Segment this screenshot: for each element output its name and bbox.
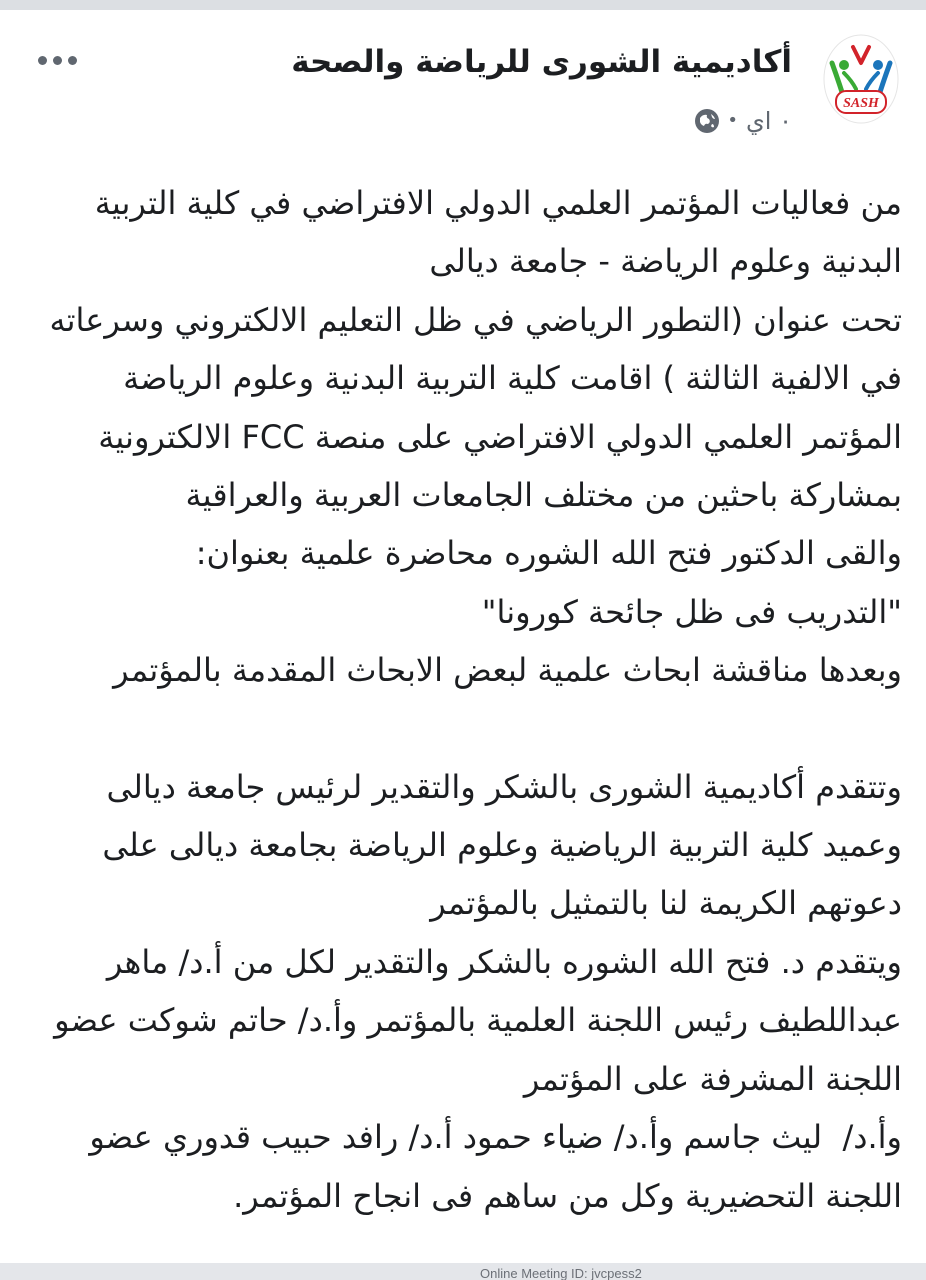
ellipsis-icon-dot <box>53 56 62 65</box>
page-name-link[interactable]: أكاديمية الشورى للرياضة والصحة <box>291 44 792 80</box>
post-paragraph: من فعاليات المؤتمر العلمي الدولي الافتراضي في كلية التربية البدنية وعلوم الرياضة - جامعة ديالى <box>84 184 902 281</box>
post-text <box>24 174 902 1225</box>
post-paragraph: "التدريب فى ظل جائحة كورونا" <box>481 592 902 631</box>
more-options-button[interactable] <box>38 48 82 72</box>
top-separator <box>0 0 926 10</box>
post-paragraph: وتتقدم أكاديمية الشورى بالشكر والتقدير لرئيس جامعة ديالى وعميد كلية التربية الرياضية وعلوم الرياضة بجامعة ديالى على دعوتهم الكريمة لنا بالتمثيل بالمؤتمر <box>92 767 902 923</box>
bottom-separator <box>0 1263 926 1280</box>
ellipsis-icon-dot <box>38 56 47 65</box>
globe-icon[interactable] <box>695 109 719 133</box>
ellipsis-icon-dot <box>68 56 77 65</box>
logo-text: SASH <box>843 96 879 111</box>
post-paragraph: وأ.د/ ليث جاسم وأ.د/ ضياء حمود أ.د/ رافد حبيب قدوري عضو اللجنة التحضيرية وكل من ساهم فى انجاح المؤتمر. <box>79 1118 902 1215</box>
post-card <box>0 10 926 1263</box>
post-paragraph: ويتقدم د. فتح الله الشوره بالشكر والتقدير لكل من أ.د/ ماهر عبداللطيف رئيس اللجنة العلمية بالمؤتمر وأ.د/ حاتم شوكت عضو اللجنة المشرفة على المؤتمر <box>43 942 902 1098</box>
meta-separator-dot: • <box>727 110 739 131</box>
sash-logo-icon <box>822 33 900 125</box>
post-paragraph: والقى الدكتور فتح الله الشوره محاضرة علمية بعنوان: <box>195 534 902 573</box>
page-avatar[interactable] <box>822 33 900 125</box>
post-timestamp[interactable]: ٠ اي <box>746 107 792 135</box>
post-paragraph: وبعدها مناقشة ابحاث علمية لبعض الابحاث المقدمة بالمؤتمر <box>113 651 902 690</box>
paragraph-spacer <box>24 700 902 758</box>
post-paragraph: تحت عنوان (التطور الرياضي في ظل التعليم الالكتروني وسرعاته في الالفية الثالثة ) اقامت كلية التربية البدنية وعلوم الرياضة المؤتمر العلمي الدولي الافتراضي على منصة FCC الالكترونية بمشاركة باحثين من مختلف الجامعات العربية والعراقية <box>39 300 902 515</box>
post-meta <box>695 106 792 136</box>
post-header <box>0 10 926 150</box>
meeting-id-text: Online Meeting ID: jvcpess2 <box>480 1266 642 1280</box>
